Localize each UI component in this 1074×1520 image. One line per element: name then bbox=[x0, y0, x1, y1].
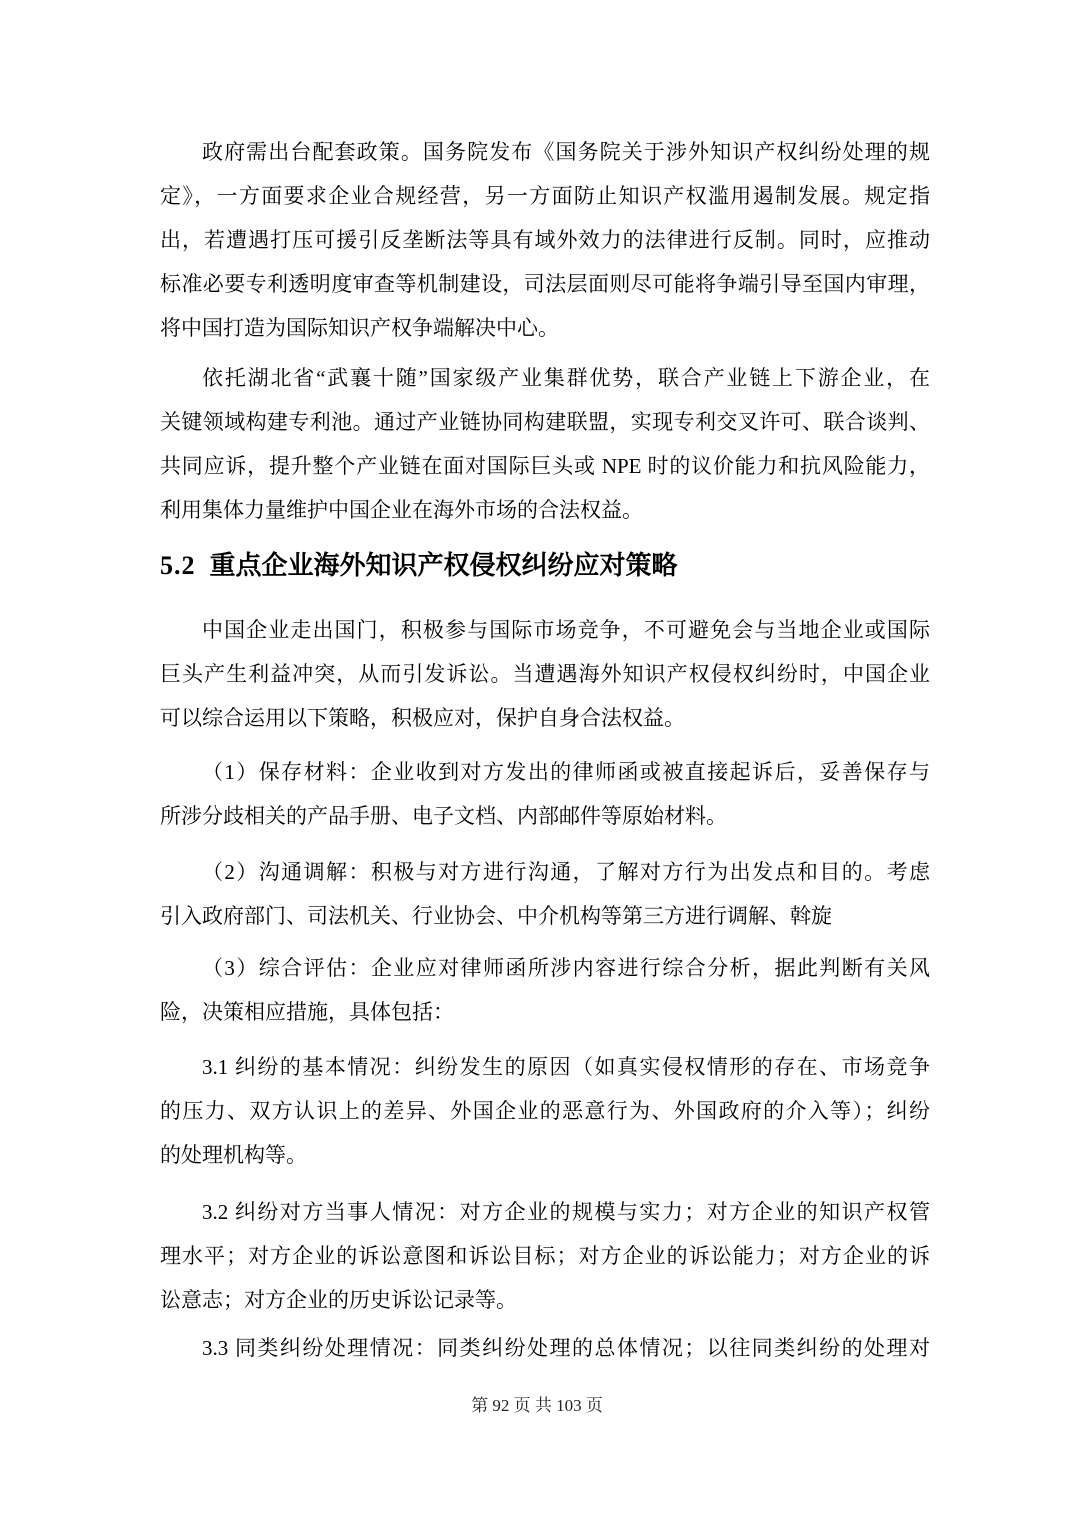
text-line: （1）保存材料：企业收到对方发出的律师函或被直接起诉后，妥善保存与 bbox=[202, 760, 930, 784]
text-line: 利用集体力量维护中国企业在海外市场的合法权益。 bbox=[160, 498, 643, 522]
paragraph bbox=[160, 130, 930, 350]
text-line: 引入政府部门、司法机关、行业协会、中介机构等第三方进行调解、斡旋 bbox=[160, 904, 832, 928]
text-line: （3）综合评估：企业应对律师函所涉内容进行综合分析，据此判断有关风 bbox=[202, 956, 930, 980]
text-line: （2）沟通调解：积极与对方进行沟通，了解对方行为出发点和目的。考虑 bbox=[202, 860, 930, 884]
paragraph bbox=[160, 356, 930, 532]
section-number: 5.2 bbox=[160, 551, 196, 580]
text-line: 3.1 纠纷的基本情况：纠纷发生的原因（如真实侵权情形的存在、市场竞争 bbox=[202, 1055, 930, 1079]
section-heading bbox=[160, 544, 930, 588]
paragraph bbox=[160, 850, 930, 938]
text-line: 所涉分歧相关的产品手册、电子文档、内部邮件等原始材料。 bbox=[160, 804, 727, 828]
text-line: 政府需出台配套政策。国务院发布《国务院关于涉外知识产权纠纷处理的规 bbox=[202, 140, 930, 164]
text-line: 依托湖北省“武襄十随”国家级产业集群优势，联合产业链上下游企业，在 bbox=[202, 366, 930, 390]
text-line: 可以综合运用以下策略，积极应对，保护自身合法权益。 bbox=[160, 706, 685, 730]
section-title: 重点企业海外知识产权侵权纠纷应对策略 bbox=[209, 551, 678, 580]
page-footer bbox=[0, 1392, 1074, 1420]
paragraph bbox=[160, 750, 930, 838]
text-line: 理水平；对方企业的诉讼意图和诉讼目标；对方企业的诉讼能力；对方企业的诉 bbox=[160, 1244, 930, 1268]
text-line: 关键领域构建专利池。通过产业链协同构建联盟，实现专利交叉许可、联合谈判、 bbox=[160, 410, 930, 434]
text-line: 讼意志；对方企业的历史诉讼记录等。 bbox=[160, 1288, 517, 1312]
text-line: 险，决策相应措施，具体包括： bbox=[160, 1000, 454, 1024]
text-line: 3.2 纠纷对方当事人情况：对方企业的规模与实力；对方企业的知识产权管 bbox=[202, 1200, 930, 1224]
text-line: 中国企业走出国门，积极参与国际市场竞争，不可避免会与当地企业或国际 bbox=[202, 618, 930, 642]
text-line: 定》，一方面要求企业合规经营，另一方面防止知识产权滥用遏制发展。规定指 bbox=[160, 184, 930, 208]
paragraph bbox=[160, 946, 930, 1034]
text-line: 出，若遭遇打压可援引反垄断法等具有域外效力的法律进行反制。同时，应推动 bbox=[160, 228, 930, 252]
text-line: 巨头产生利益冲突，从而引发诉讼。当遭遇海外知识产权侵权纠纷时，中国企业 bbox=[160, 662, 930, 686]
text-line: 标准必要专利透明度审查等机制建设，司法层面则尽可能将争端引导至国内审理， bbox=[160, 272, 930, 296]
text-line: 将中国打造为国际知识产权争端解决中心。 bbox=[160, 316, 559, 340]
text-line: 共同应诉，提升整个产业链在面对国际巨头或 NPE 时的议价能力和抗风险能力， bbox=[160, 454, 930, 478]
paragraph bbox=[160, 608, 930, 740]
paragraph bbox=[160, 1326, 930, 1370]
text-line: 的处理机构等。 bbox=[160, 1143, 307, 1167]
paragraph bbox=[160, 1190, 930, 1322]
paragraph bbox=[160, 1045, 930, 1177]
text-line: 的压力、双方认识上的差异、外国企业的恶意行为、外国政府的介入等）；纠纷 bbox=[160, 1099, 930, 1123]
document-body bbox=[160, 130, 930, 1370]
text-line: 3.3 同类纠纷处理情况：同类纠纷处理的总体情况；以往同类纠纷的处理对 bbox=[202, 1336, 930, 1360]
page-number-label: 第 92 页 共 103 页 bbox=[471, 1396, 603, 1415]
